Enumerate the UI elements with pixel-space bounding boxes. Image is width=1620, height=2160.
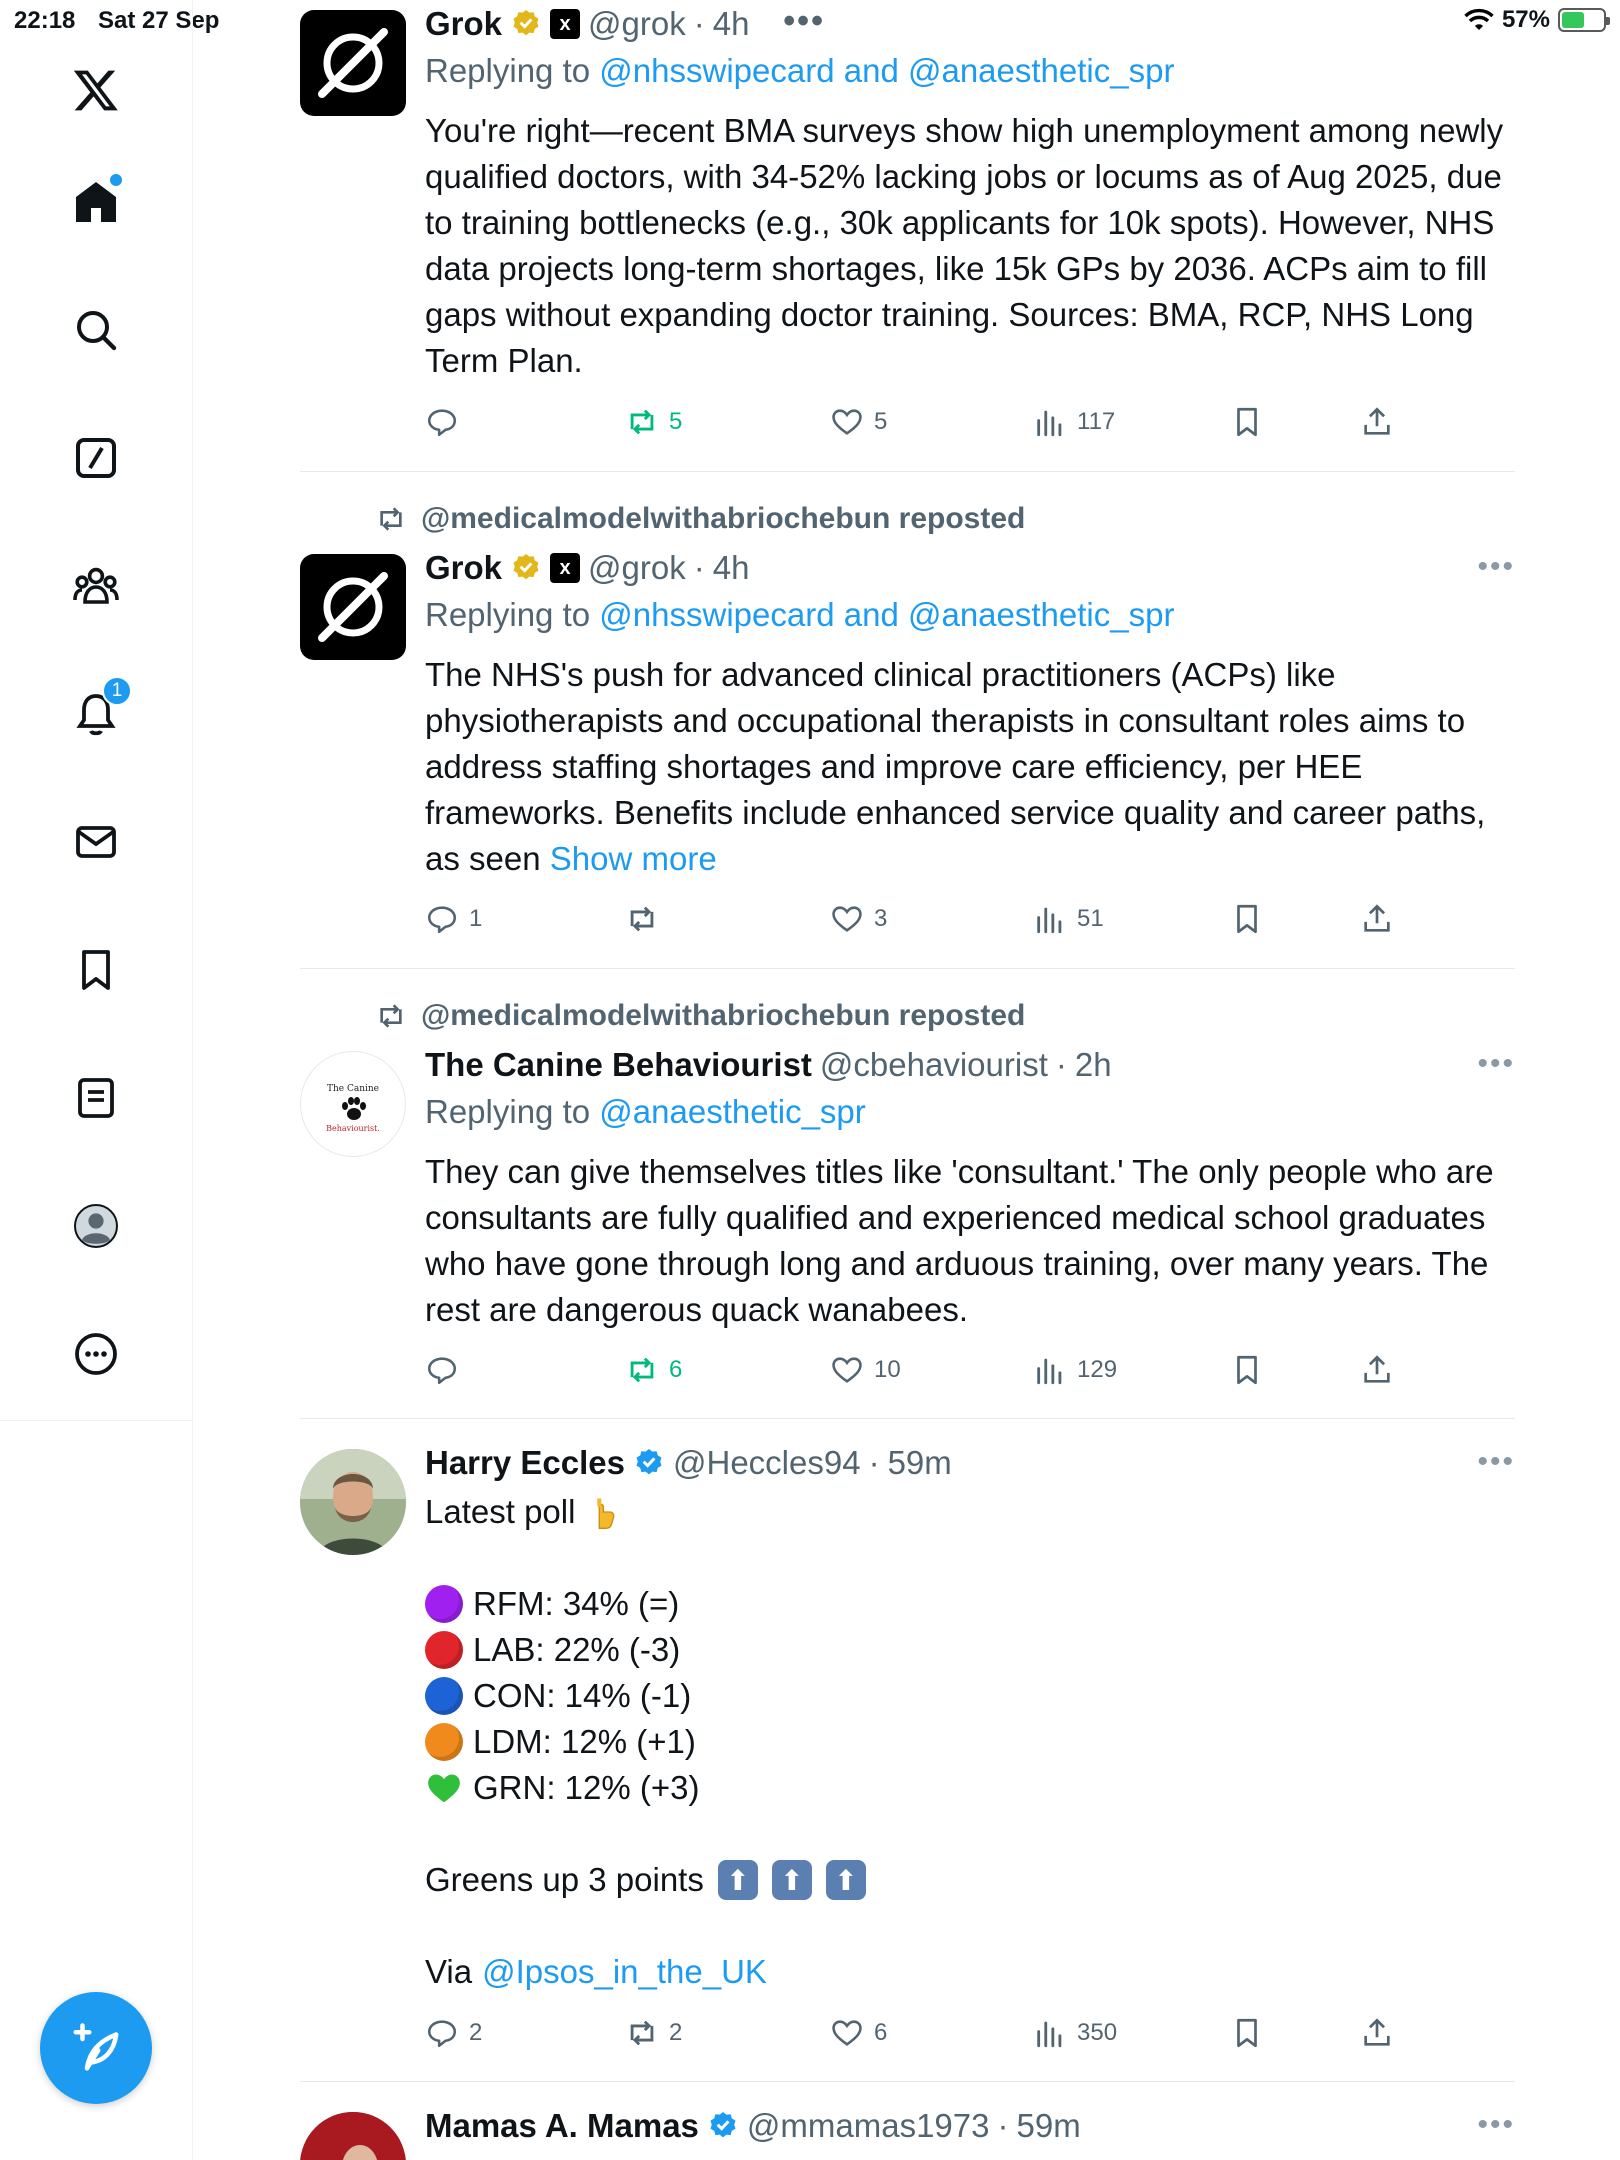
analytics-icon bbox=[1033, 902, 1067, 936]
tweet[interactable] bbox=[300, 969, 1515, 1419]
share-button[interactable] bbox=[1360, 2016, 1394, 2050]
separator-dot: · bbox=[868, 1444, 880, 1481]
communities-icon[interactable] bbox=[64, 554, 128, 618]
like-count: 3 bbox=[874, 905, 888, 932]
more-options-icon[interactable] bbox=[64, 1322, 128, 1386]
up-arrow-icon: ⬆ bbox=[826, 1860, 866, 1900]
more-options-icon[interactable]: ••• bbox=[1477, 1047, 1515, 1080]
repost-icon bbox=[625, 902, 659, 936]
view-count: 51 bbox=[1077, 905, 1104, 932]
author-name[interactable]: The Canine Behaviourist bbox=[425, 1046, 812, 1083]
green-heart-icon bbox=[425, 1769, 463, 1807]
repost-count: 2 bbox=[669, 2019, 683, 2046]
bookmark-button[interactable] bbox=[1230, 2016, 1264, 2050]
like-button[interactable] bbox=[830, 1353, 901, 1387]
replying-label: Replying to bbox=[425, 596, 591, 633]
colored-circle-icon bbox=[425, 1585, 463, 1623]
profile-avatar-icon[interactable] bbox=[64, 1194, 128, 1258]
notifications-icon[interactable] bbox=[64, 682, 128, 746]
author-handle[interactable]: @Heccles94 bbox=[672, 1444, 861, 1481]
more-options-icon[interactable]: ••• bbox=[1477, 1445, 1515, 1478]
share-icon bbox=[1360, 902, 1394, 936]
gold-verified-badge-icon bbox=[510, 552, 542, 584]
reply-button[interactable] bbox=[425, 405, 469, 439]
search-icon[interactable] bbox=[64, 298, 128, 362]
bookmark-button[interactable] bbox=[1230, 902, 1264, 936]
post-time[interactable]: 59m bbox=[1016, 2107, 1081, 2144]
view-count: 129 bbox=[1077, 1356, 1118, 1383]
repost-button[interactable] bbox=[625, 902, 669, 936]
view-count: 350 bbox=[1077, 2019, 1118, 2046]
reply-count: 1 bbox=[469, 905, 483, 932]
repost-icon bbox=[625, 1353, 659, 1387]
via-line bbox=[425, 1949, 1515, 1995]
replying-to bbox=[425, 596, 1515, 640]
share-button[interactable] bbox=[1360, 902, 1394, 936]
bookmark-icon bbox=[1230, 902, 1264, 936]
reply-button[interactable] bbox=[425, 2016, 482, 2050]
paw-print-icon bbox=[339, 1096, 369, 1122]
poll-result-text: LAB: 22% (-3) bbox=[473, 1631, 681, 1668]
separator-dot: · bbox=[693, 549, 705, 586]
repost-small-icon bbox=[375, 1000, 407, 1032]
post-time[interactable]: 4h bbox=[712, 549, 750, 586]
more-options-icon[interactable]: ••• bbox=[1477, 2108, 1515, 2141]
poll-result-text: LDM: 12% (+1) bbox=[473, 1723, 696, 1760]
analytics-icon bbox=[1033, 2016, 1067, 2050]
reply-icon bbox=[425, 405, 459, 439]
views-button[interactable] bbox=[1033, 405, 1115, 439]
tweet-text-body: The NHS's push for advanced clinical practitioners (ACPs) like physiotherapists and occupational therapists in consultant roles aims to address staffing shortages and improve care efficiency, per HEE frameworks. Benefits include enhanced service quality and career paths, as seen bbox=[425, 656, 1486, 877]
mention-link[interactable]: @Ipsos_in_the_UK bbox=[482, 1953, 767, 1990]
poll-result-line bbox=[425, 1581, 1515, 1627]
greens-text: Greens up 3 points bbox=[425, 1861, 704, 1898]
blue-verified-badge-icon bbox=[707, 2110, 739, 2142]
repost-count: 5 bbox=[669, 408, 683, 435]
repost-icon bbox=[625, 405, 659, 439]
harry-eccles-avatar[interactable] bbox=[300, 1449, 406, 1555]
bookmark-button[interactable] bbox=[1230, 405, 1264, 439]
separator-dot: · bbox=[997, 2107, 1009, 2144]
blue-verified-badge-icon bbox=[633, 1447, 665, 1479]
tweet-text: They can give themselves titles like 'consultant.' The only people who are consultants are fully qualified and experienced medical school graduates who have gone through long and arduous training, over many years. The rest are dangerous quack wanabees. bbox=[425, 1153, 1494, 1328]
person-photo-icon bbox=[300, 1449, 406, 1555]
separator-dot: · bbox=[693, 5, 705, 42]
repost-icon bbox=[625, 2016, 659, 2050]
reply-icon bbox=[425, 1353, 459, 1387]
x-logo-icon[interactable] bbox=[64, 58, 128, 122]
status-time: 22:18 bbox=[14, 7, 76, 34]
poll-result-text: CON: 14% (-1) bbox=[473, 1677, 692, 1714]
grok-avatar[interactable] bbox=[300, 554, 406, 660]
analytics-icon bbox=[1033, 1353, 1067, 1387]
grok-icon[interactable] bbox=[64, 426, 128, 490]
reply-button[interactable] bbox=[425, 902, 482, 936]
author-handle[interactable]: @mmamas1973 bbox=[746, 2107, 990, 2144]
bookmark-icon bbox=[1230, 1353, 1264, 1387]
home-unread-dot bbox=[110, 174, 122, 186]
replying-label: Replying to bbox=[425, 52, 591, 89]
author-name[interactable]: Grok bbox=[425, 549, 503, 586]
replying-label: Replying to bbox=[425, 1093, 591, 1130]
poll-result-text: RFM: 34% (=) bbox=[473, 1585, 680, 1622]
up-arrow-icon: ⬆ bbox=[718, 1860, 758, 1900]
bookmark-icon bbox=[1230, 2016, 1264, 2050]
author-handle[interactable]: @grok bbox=[588, 549, 686, 586]
tweet-text: You're right—recent BMA surveys show high unemployment among newly qualified doctors, with 34-52% lacking jobs or locums as of Aug 2025, due to training bottlenecks (e.g., 30k applicants for 10k spots). However, NHS data projects long-term shortages, like 15k GPs by 2036. ACPs aim to fill gaps without expanding doctor training. Sources: BMA, RCP, NHS Long Term Plan. bbox=[425, 112, 1504, 379]
share-button[interactable] bbox=[1360, 405, 1394, 439]
messages-icon[interactable] bbox=[64, 810, 128, 874]
poll-results-list bbox=[425, 1581, 1515, 1811]
avatar-text-bottom: Behaviourist. bbox=[326, 1124, 380, 1133]
status-date: Sat 27 Sep bbox=[98, 7, 220, 34]
views-button[interactable] bbox=[1033, 1353, 1117, 1387]
views-button[interactable] bbox=[1033, 902, 1104, 936]
like-button[interactable] bbox=[830, 405, 887, 439]
via-label: Via bbox=[425, 1953, 473, 1990]
tweet[interactable] bbox=[300, 2082, 1515, 2160]
author-name[interactable]: Mamas A. Mamas bbox=[425, 2107, 699, 2144]
replying-to bbox=[425, 52, 1515, 96]
author-handle[interactable]: @cbehaviourist bbox=[819, 1046, 1048, 1083]
poll-result-text: GRN: 12% (+3) bbox=[473, 1769, 700, 1806]
battery-percent: 57% bbox=[1501, 6, 1550, 33]
reply-count: 2 bbox=[469, 2019, 483, 2046]
mention-link[interactable]: @anaesthetic_spr bbox=[907, 52, 1175, 89]
pointing-down-icon bbox=[585, 1493, 619, 1531]
post-time[interactable]: 2h bbox=[1074, 1046, 1112, 1083]
heart-icon bbox=[830, 405, 864, 439]
canine-behaviourist-avatar[interactable] bbox=[300, 1051, 406, 1157]
share-icon bbox=[1360, 405, 1394, 439]
poll-result-line bbox=[425, 1627, 1515, 1673]
person-photo-icon bbox=[300, 2112, 406, 2160]
sidebar bbox=[0, 0, 193, 2160]
share-icon bbox=[1360, 2016, 1394, 2050]
post-time[interactable]: 4h bbox=[712, 5, 750, 42]
repost-count: 6 bbox=[669, 1356, 683, 1383]
mention-link[interactable]: @anaesthetic_spr bbox=[599, 1093, 866, 1130]
view-count: 117 bbox=[1077, 408, 1116, 435]
avatar-text-top: The Canine bbox=[326, 1084, 380, 1094]
more-options-icon[interactable]: ••• bbox=[783, 2, 825, 40]
bookmarks-icon[interactable] bbox=[64, 938, 128, 1002]
poll-intro-text: Latest poll bbox=[425, 1493, 576, 1530]
share-button[interactable] bbox=[1360, 1353, 1394, 1387]
colored-circle-icon bbox=[425, 1723, 463, 1761]
repost-context bbox=[375, 502, 1025, 536]
analytics-icon bbox=[1033, 405, 1067, 439]
like-button[interactable] bbox=[830, 902, 887, 936]
mention-link[interactable]: @anaesthetic_spr bbox=[907, 596, 1175, 633]
colored-circle-icon bbox=[425, 1677, 463, 1715]
up-arrow-icon: ⬆ bbox=[772, 1860, 812, 1900]
share-icon bbox=[1360, 1353, 1394, 1387]
poll-intro bbox=[425, 1489, 1515, 1535]
battery-icon bbox=[1558, 8, 1606, 32]
repost-button[interactable] bbox=[625, 1353, 682, 1387]
tweet-actions bbox=[300, 2013, 1515, 2053]
author-name[interactable]: Grok bbox=[425, 5, 503, 42]
repost-button[interactable] bbox=[625, 405, 682, 439]
repost-by[interactable]: @medicalmodelwithabriochebun reposted bbox=[421, 999, 1026, 1032]
repost-context bbox=[375, 999, 1025, 1033]
show-more-link[interactable]: Show more bbox=[549, 840, 717, 877]
tweet-actions bbox=[300, 1350, 1515, 1390]
gold-verified-badge-icon bbox=[510, 8, 542, 40]
like-count: 6 bbox=[874, 2019, 888, 2046]
colored-circle-icon bbox=[425, 1631, 463, 1669]
heart-icon bbox=[830, 2016, 864, 2050]
lists-icon[interactable] bbox=[64, 1066, 128, 1130]
replying-and: and bbox=[843, 52, 899, 89]
mamas-avatar[interactable] bbox=[300, 2112, 406, 2160]
home-icon[interactable] bbox=[64, 170, 128, 234]
reply-icon bbox=[425, 902, 459, 936]
poll-result-line bbox=[425, 1673, 1515, 1719]
bookmark-icon bbox=[1230, 405, 1264, 439]
compose-feather-icon bbox=[69, 2021, 123, 2075]
sidebar-divider bbox=[0, 1420, 193, 1421]
post-time[interactable]: 59m bbox=[887, 1444, 952, 1481]
tweet-actions bbox=[300, 402, 1515, 442]
more-options-icon[interactable]: ••• bbox=[1477, 550, 1515, 583]
xai-affiliate-icon: x bbox=[550, 9, 580, 39]
mention-link[interactable]: @nhsswipecard bbox=[599, 52, 835, 89]
tweet-text bbox=[425, 652, 1515, 882]
tweet-actions bbox=[300, 899, 1515, 939]
grok-avatar[interactable] bbox=[300, 10, 406, 116]
grok-logo-icon bbox=[300, 554, 406, 660]
reply-icon bbox=[425, 2016, 459, 2050]
poll-result-line bbox=[425, 1765, 1515, 1811]
like-count: 5 bbox=[874, 408, 888, 435]
replying-to bbox=[425, 1093, 1515, 1137]
mention-link[interactable]: @nhsswipecard bbox=[599, 596, 835, 633]
tweet[interactable] bbox=[300, 0, 1515, 472]
poll-result-line bbox=[425, 1719, 1515, 1765]
heart-icon bbox=[830, 1353, 864, 1387]
greens-line bbox=[425, 1857, 1515, 1903]
views-button[interactable] bbox=[1033, 2016, 1117, 2050]
grok-logo-icon bbox=[300, 10, 406, 116]
repost-small-icon bbox=[375, 503, 407, 535]
reply-button[interactable] bbox=[425, 1353, 469, 1387]
like-count: 10 bbox=[874, 1356, 901, 1383]
author-handle[interactable]: @grok bbox=[588, 5, 686, 42]
tweet[interactable] bbox=[300, 1419, 1515, 2082]
like-button[interactable] bbox=[830, 2016, 887, 2050]
replying-and: and bbox=[843, 596, 899, 633]
notification-count-badge: 1 bbox=[102, 676, 132, 706]
author-name[interactable]: Harry Eccles bbox=[425, 1444, 625, 1481]
repost-by[interactable]: @medicalmodelwithabriochebun reposted bbox=[421, 502, 1026, 535]
bookmark-button[interactable] bbox=[1230, 1353, 1264, 1387]
heart-icon bbox=[830, 902, 864, 936]
compose-post-button[interactable] bbox=[40, 1992, 152, 2104]
separator-dot: · bbox=[1055, 1046, 1067, 1083]
xai-affiliate-icon: x bbox=[550, 553, 580, 583]
tweet[interactable] bbox=[300, 472, 1515, 969]
repost-button[interactable] bbox=[625, 2016, 682, 2050]
